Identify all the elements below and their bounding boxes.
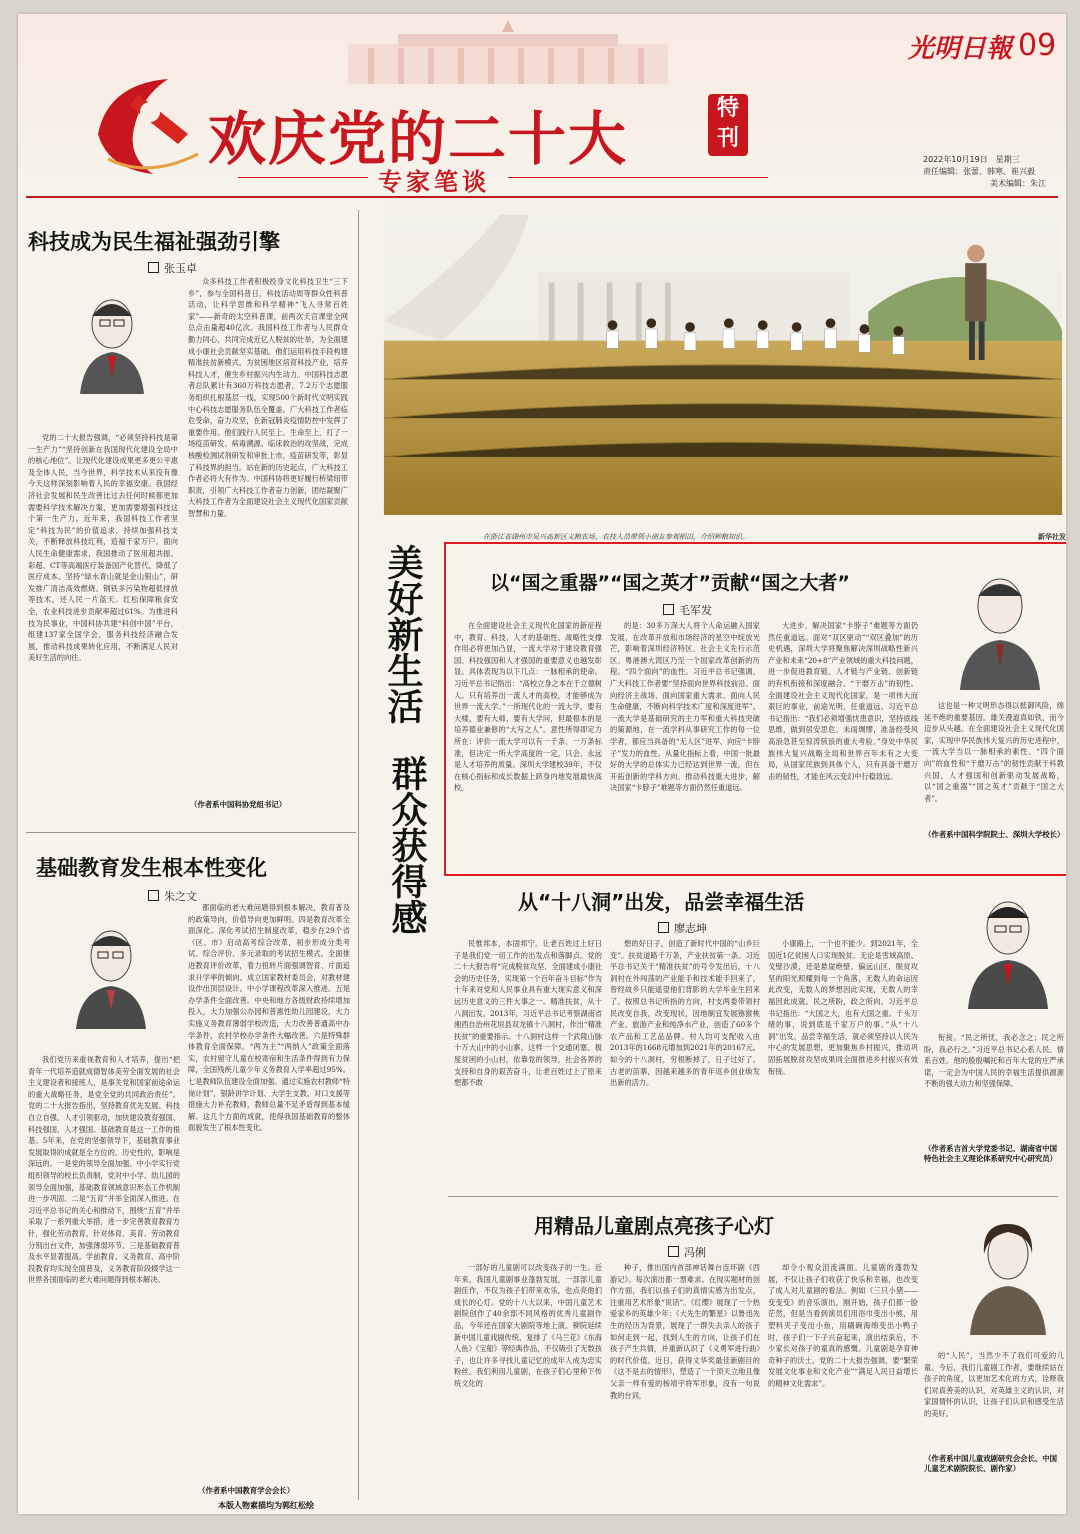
article-5-text-1: 一部好的儿童剧可以改变孩子的一生。近年来，我国儿童剧事业蓬勃发展，一部部儿童剧佳作，不仅为孩子们带来欢乐，也点亮他们成长的心灯。党的十八大以来，中国儿童艺术剧院创作了40余部不同风格的优秀儿童剧作品，今年还在国家大剧院等地上演。铆院延续新中国儿童戏剧传统，复排了《马兰花》《东海人鱼》《宝船》等经典作品，不仅吸引了无数孩子，也让许多寻找儿童记忆的成年人成为忠实粉丝。我们利用儿童剧，在孩子们心里种下传统文化的 bbox=[454, 1263, 602, 1388]
article-2-text-2: 的是：30多万深大人将个人命运融入国家发展，在改革开放和市场经济的星空中绽放光芒，影响着深圳经济特区、社会主义先行示范区、粤港澳大湾区乃至一个国家改革创新的历程。“四个面向”的血性。习近平总书记强调，广大科技工作者要“坚持面向世界科技前沿、面向经济主战场、面向国家重大需求、面向人民生命健康，不断向科学技术广度和深度进军”。一流大学是基础研究的主力军和重大科技突破的策源地，在一流学科从事研究工作的每一位学者，都应当具备的“无人区”进军、向应“卡脖子”发力的血性。从量化指标上看，中国一批最好的大学的总体实力已经达到世界一流，但在开拓创新的学科方向、推动科技重大进步，解决国家“卡脖子”难题等方面仍然任重道远。 bbox=[610, 621, 760, 793]
date-line: 2022年10月19日 星期三 bbox=[923, 155, 1020, 164]
article-2-text-1: 在全面建设社会主义现代化国家的新征程中，教育、科技、人才的基础性、战略性支撑作用必将更加凸显，一流大学对于建设教育强国、科技强国和人才强国的重要意义也越发彰显。具体表现为以下几点：一脉相承的使命。习近平总书记指出：“高校立身之本在于立德树人。只有培养出一流人才的高校，才能够成为世界一流大学。”一所现代化的一流大学，要有大楼，要有大师，要有大学问，但最根本的是培养德业兼修的“大写之人”。意性所得即定力所在：评价一流大学可以有一千条、一万条标准，但决定一所大学高度的一定，只会、永远是人才培养的质量。深圳大学建校39年，不仅在核心指标和成长数据上跻身内地发展最快高校。 bbox=[454, 621, 602, 793]
author-portrait-zhang bbox=[70, 284, 154, 394]
divider-right-1 bbox=[448, 1196, 1058, 1197]
author-portrait-mao bbox=[950, 560, 1050, 690]
article-1-column-1 bbox=[28, 432, 178, 810]
article-5-text-3: 却令小观众泪流满面。儿童剧的蓬勃发展，不仅让孩子们收获了快乐和幸福，也改变了成人对儿童剧的看法。例如《三只小猪——变变变》的音乐演出，刚开始，孩子们都一脸茫然，但是当看到演员们用浴巾变出小熊，用塑料夹子变出小鱼，用刷碗海绵变出小鸭子时，孩子们一下子兴奋起来，演出结束后，不少家长对孩子的童真的感慨。儿童剧是孕育神奇种子的沃土。党的二十大报告强调，要“繁荣发展文化事业和文化产业”“满足人民日益增长的精神文化需求”。 bbox=[768, 1263, 918, 1388]
article-2-text-4: 这也是一种文明形态得以抵御风险，绵延不绝的重要基因。雄关漫道真如铁，而今迈步从头越。在全面建设社会主义现代化国家，实现中华民族伟大复兴的历史进程中，一流大学当以一脉相承的素性、“四个面向”的血性和“干磨万击”的韧性贡献于科教兴国，人才强国和创新驱动发展战略，以“国之重器”“国之英才”贡献于“国之大者”。 bbox=[924, 701, 1064, 803]
section-subtitle: 专家笔谈 bbox=[378, 168, 490, 196]
article-5-text-4: 的“人民”，当然少不了我们可爱的儿童。今后，我们儿童剧工作者，要继续站在孩子的角度，以更加艺术化的方式，诠释我们对真善美的认识，对英雄主义的认识，对家国情怀的认识，让孩子们认识和感受生活的美好。 bbox=[924, 1351, 1064, 1418]
article-5-column-2 bbox=[610, 1262, 760, 1496]
article-2-column-2 bbox=[610, 620, 760, 866]
article-5-text-2: 种子，推出国内首部神话舞台连环剧《西游记》。每次演出都一票难求。在现实题材的创作方面，我们以孩子们的真情实感为出发点，注重用艺术形象“说话”。《红缨》展现了一个热爱家乡的英雄少年：《大先生的繁星》以鲁迅先生的经历为背景，展现了一群失去亲人的孩子如何走到一起，找到人生的方向，让孩子们在孩子产生共情，并重新认识了《义勇军进行曲》的时代价值。近日，获得文华奖最佳新剧目的《这不是去的情形》，塑造了一个顶天立地且像父亲一样有爱的杨靖宇将军形象，没有一句说教的台词， bbox=[610, 1263, 760, 1400]
party-emblem-icon bbox=[78, 64, 218, 184]
article-2-text-3: 大进步、解决国家“卡脖子”难题等方面仍然任重道远。面对“双区驱动”“双区叠加”的历史机遇，深圳大学将聚焦解决深圳战略性新兴产业和未来“20+8”产业领域的重大科技问题，进一步促进教育链、人才链与产业链、创新链的有机衔接和深度融合。“干磨万击”的韧性。全面建设社会主义现代化国家，是一项伟大而艰巨的事业，前途光明，任重道远。习近平总书记指出：“我们必须增强忧患意识，坚持底线思维，做到居安思危、未雨绸缪，准备经受风高浪急甚至惊涛骇浪的重大考验。”身处中华民族伟大复兴战略全局和世界百年未有之大变局，从国家民族到具体个人，只有具备干磨万击的韧性，才能在风云变幻中行稳致远。 bbox=[768, 621, 918, 781]
article-1-author: 张玉卓 bbox=[164, 262, 197, 275]
great-hall-silhouette bbox=[338, 14, 678, 94]
article-5-title: 用精品儿童剧点亮孩子心灯 bbox=[534, 1214, 774, 1238]
masthead-divider bbox=[26, 196, 1058, 198]
subtitle-rule-right bbox=[508, 177, 768, 178]
article-3-column-2 bbox=[188, 902, 350, 1484]
article-5-column-3 bbox=[768, 1262, 918, 1496]
article-5-column-4 bbox=[924, 1350, 1064, 1450]
article-5-author-note: （作者系中国儿童戏剧研究会会长、中国儿童艺术剧院院长、剧作家） bbox=[924, 1454, 1058, 1473]
article-4-column-1 bbox=[454, 938, 602, 1188]
page-main-title: 欢庆党的二十大 bbox=[208, 105, 629, 173]
article-2-column-1 bbox=[454, 620, 602, 866]
newspaper-page bbox=[18, 14, 1066, 1514]
article-1-author-note: （作者系中国科协党组书记） bbox=[190, 800, 287, 809]
author-portrait-liao bbox=[958, 884, 1058, 1009]
article-4-author: 廖志坤 bbox=[674, 922, 707, 935]
article-3-text-1: 我们党历来重视教育和人才培养，提出“把青年一代培养造就成德智体美劳全面发展的社会主义建设者和接班人，是事关党和国家前途命运的重大战略任务，是党全党的共同政治责任”。党的二十大报告指出，坚持教育优先发展、科技自立自强、人才引领驱动，加快建设教育强国、科技强国、人才强国。基础教育是这一工作的根基。5年来，在党的坚强领导下，基础教育事业发展取得的成就是全方位的、历史性的，影响是深远的。一是党的领导全面加强。中小学实行党组织领导的校长负责制，党对中小学、幼儿园的领导全面加强，基础教育领域意识形态工作机制进一步巩固。二是“五育”并举全面深入推进。在习近平总书记的关心和推动下，围绕“五育”并举采取了一系列重大举措，进一步完善教育教育方针，强化劳动教育，针对体育、美育、劳动教育分别出台文件，加强薄弱环节。三是基础教育普及水平显著提高。学前教育、义务教育、高中阶段教育均实现全面普及，义务教育阶段辍学这一世界各国面临的老大难问题得到根本解决。 bbox=[28, 1055, 180, 1285]
article-1-text-1: 党的二十大报告强调，“必须坚持科技是第一生产力”“坚持创新在我国现代化建设全局中的核心地位”。让现代化建设成果更多更公平惠及全体人民，当今世界，科学技术从来没有像今天这样深刻影响着人民的幸福安康。我国经济社会发展和民生改善比过去任何时候都更加需要科学技术解决方案，更加需要增强科技这个第一生产力。近年来，我国科技工作者坚定“科技为民”的价值追求，持续加强科技支关，不断释放科技红利，造福千家万户。面向人民生命健康需求，我国推动了医用超共振、彩超、CT等高端医疗装备国产化替代，降低了医疗成本。坚持“绿水青山就是金山银山”，研发推广清洁高效燃烧、钢铁多污染物超低排放等技术，还人民一片蓝天。红松保障粮食安全，农业科技进步贡献率超过61%。为推进科技为民事业，中国科协共建“科创中国”平台，组建137家全国学会，服务科技经济融合发展，推动科技成果转化应用，不断满足人民对美好生活的向往。 bbox=[28, 433, 178, 663]
article-1-title: 科技成为民生福祉强劲引擎 bbox=[28, 230, 280, 254]
article-3-column-1 bbox=[28, 1054, 180, 1502]
photo-caption: 在浙江省湖州市吴兴高新区义粮农场，农技人员带领小朋友参观稻田，介绍种粮知识。 bbox=[483, 533, 749, 541]
article-4-author-note: （作者系吉首大学党委书记、湖南省中国特色社会主义理论体系研究中心研究员） bbox=[924, 1144, 1058, 1163]
article-4-text-1: 民惟邦本，本固邦宁。让老百姓过上好日子是我们党一切工作的出发点和落脚点。党的二十大报告将“完成脱贫攻坚、全面建成小康社会的历史任务，实现第一个百年奋斗目标”作为十年来对党和人民事业具有重大现实意义和深远历史意义的三件大事之一。精准扶贫，从十八洞出发。2013年，习近平总书记考察湖南省湘西自治州花垣县双龙镇十八洞村，作出“精准扶贫”的重要指示。十八洞村这样一个武陵山脉十万大山中的小山寨，这样一个交通闭塞、极度贫困的小山村，依靠党的领导，社会各界的支持和自身的艰苦奋斗，让老百姓过上了原来想都不敢 bbox=[454, 939, 602, 1088]
article-2-author-note: （作者系中国科学院院士、深圳大学校长） bbox=[924, 830, 1065, 839]
article-5-byline bbox=[668, 1244, 706, 1260]
article-1-text-2: 众多科技工作者积极投身文化科技卫生“三下乡”，参与全国科普日，科技活动周等群众性科普活动，让科学思维和科学精神“飞入寻常百姓家”——新奇的太空科普课，前两次天宫课堂全网总点击量超40亿次。我国科技工作者与人民群众勤力同心，共同完成近亿人脱贫的壮举，为全面建成小康社会贡献坚实基础。他们运用科技手段构建精准扶贫新模式，为贫困地区培育科技产业，培养科技人才，催生乡村振兴内生动力。中国科技志愿者总队累计有360万科技志愿者，7.2万个志愿服务组织扎根基层一线，实现500个新时代文明实践中心科技志愿服务队伍全覆盖。广大科技工作者临危受命，奋力攻坚，在新冠肺炎疫情防控中发挥了重要作用。他们践行人民至上、生命至上，打了一场疫苗研发、病毒溯源、临床救治的攻坚战，完成核酸检测试剂研发和审批上市，疫苗研发等，彰显了科技界的担当。站在新的历史起点，广大科技工作者必将大有作为。中国科协将更好履行桥梁纽带职责，引领广大科技工作者奋力创新，团结凝聚广大科技工作者为全面建设社会主义现代化国家贡献智慧和力量。 bbox=[188, 277, 348, 518]
page-number: 09 bbox=[1018, 28, 1057, 63]
newspaper-name: 光明日報 bbox=[908, 34, 1013, 64]
art-editor-line: 美术编辑：朱江 bbox=[990, 179, 1046, 188]
article-2-title: 以“国之重器”“国之英才”贡献“国之大者” bbox=[490, 572, 850, 594]
article-4-column-4 bbox=[924, 1032, 1064, 1140]
article-1-byline bbox=[148, 260, 197, 276]
illustration-credit: 本版人物素描均为郭红松绘 bbox=[218, 1501, 314, 1510]
article-3-text-2: 都面临的老大难问题得到根本解决，教育普及的政策导向，价值导向更加鲜明。四是教育改革全面深化。深化考试招生制度改革，稳步在29个省（区、市）启动高考综合改革，初步形成分类考试、综合评价、多元录取的考试招生模式。全面推进教育评价改革，着力扭转片面强调智育、片面追求升学率的倾向。成立国家教材委员会，对教材建设作出顶层设计。中小学课程改革深入推进。五是办学条件全面改善。中央和地方各级财政持续增加投入，大力加强公办园和普惠性幼儿园建设，大力实施义务教育薄弱学校改造，大力改善普通高中办学条件，农村学校办学条件大幅改善。六是特殊群体教育全面保障。“两为主”“两纳入”政策全面落实，农村留守儿童在校寄宿和生活条件得到有力保障，全国残疾儿童少年义务教育入学率超过95%。七是教师队伍建设全面加强。通过实施农村教师“特岗计划”，银龄讲学计划、大学生支教、对口支援等措施大力补充教师，教师总量不足矛盾得到基本缓解。这几个方面的成就，使得我国基础教育的整体面貌发生了根本性变化。 bbox=[188, 903, 350, 1133]
article-2-column-4 bbox=[924, 700, 1064, 826]
article-5-author: 冯俐 bbox=[684, 1246, 706, 1259]
subtitle-rule-left bbox=[238, 177, 368, 178]
article-2-column-3 bbox=[768, 620, 918, 866]
special-issue-tag: 特刊 bbox=[708, 94, 748, 156]
article-4-column-3 bbox=[768, 938, 918, 1188]
article-4-column-2 bbox=[610, 938, 760, 1188]
photo-credit: 新华社发 bbox=[1038, 533, 1066, 541]
author-portrait-feng bbox=[958, 1210, 1058, 1335]
article-4-byline bbox=[658, 920, 707, 936]
rice-field-photo bbox=[380, 205, 1066, 515]
article-3-author-note: （作者系中国教育学会会长） bbox=[198, 1486, 295, 1495]
article-4-title: 从“十八洞”出发，品尝幸福生活 bbox=[518, 890, 805, 914]
article-1-column-2 bbox=[188, 276, 348, 794]
divider-left-1 bbox=[26, 832, 356, 833]
article-4-text-2: 想的好日子，创造了新时代中国的“山乡巨变”。扶贫道路千万条，产业扶贫第一条。习近平总书记关于“精准扶贫”的号令发出后，十八洞村在外闯荡的产业能手和技术能手回来了，曾经故乡只能遥望他们背影的大学毕业生回来了。按照总书记所指的方向，村支两委带领村民改变自我，改变现状，因地制宜发展猕猴桃产业、旅游产业和纯净水产业，创造了60多个农产品和工艺品品牌。村人均可支配收入由2013年的1668元增加到2021年的20167元。如今的十八洞村，穷根断掉了，日子过好了。古老的苗寨，因越来越多的青年返乡创业焕发出新的活力。 bbox=[610, 939, 760, 1088]
article-2-byline bbox=[663, 602, 712, 618]
article-3-title: 基础教育发生根本性变化 bbox=[36, 856, 267, 880]
article-5-column-1 bbox=[454, 1262, 602, 1496]
article-2-author: 毛军发 bbox=[679, 604, 712, 617]
slogan-line-2: 群众获得感 bbox=[386, 755, 427, 935]
article-4-text-4: 衔接。“民之所忧，我必念之；民之所盼，我必行之。”习近平总书记心系人民、情系百姓。他的殷殷嘱托和百年大党的庄严承诺，一定会为中国人民的幸福生活提供源源不断的强大动力和坚强保障。 bbox=[924, 1033, 1064, 1089]
article-3-author: 朱之文 bbox=[164, 890, 197, 903]
masthead bbox=[18, 14, 1066, 196]
article-4-text-3: 小康路上，一个也不能少。到2021年，全国近1亿贫困人口实现脱贫。无论是雪域高原、戈壁沙漠，还是悬崖绝壁、偏远山区，脱贫攻坚的阳光照耀到每一个角落，无数人的命运因此改变，无数人的梦想因此实现，无数人的幸福因此成就。民之所盼，政之所向。习近平总书记指出：“大国之大，也有大国之重。千头万绪的事，说到底是千家万户的事。”从“十八洞”出发，品尝幸福生活，就必须坚持以人民为中心的发展思想，更加聚焦乡村振兴，推动巩固拓展脱贫攻坚成果同全面推进乡村振兴有效衔接。 bbox=[768, 939, 918, 1076]
editors-line: 责任编辑：张蕾、韩寒、崔兴毅 bbox=[923, 167, 1035, 176]
column-divider-vertical bbox=[358, 210, 359, 1500]
slogan-line-1: 美好新生活 bbox=[382, 544, 423, 724]
author-portrait-zhu bbox=[66, 914, 156, 1029]
vertical-slogan bbox=[366, 544, 446, 946]
